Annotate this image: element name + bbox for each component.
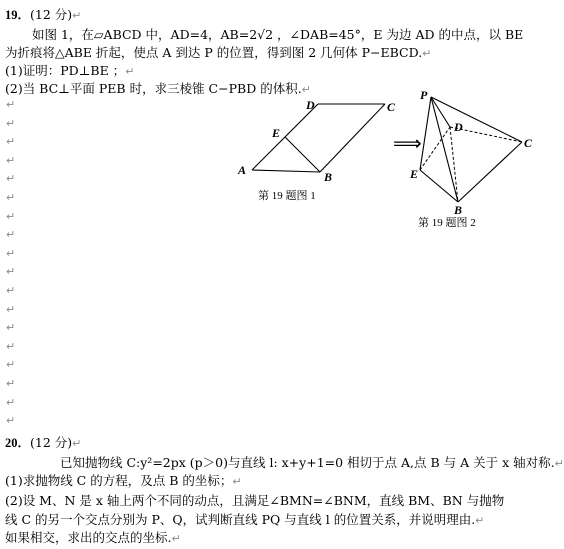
paragraph-mark: ↵	[6, 209, 16, 223]
fig1-caption: 第 19 题图 1	[258, 190, 316, 202]
paragraph-mark: ↵	[6, 153, 16, 167]
fig1-label-d: D	[306, 98, 315, 112]
q20-part2a-text: (2)设 M、N 是 x 轴上两个不同的动点，且满足∠BMN=∠BNM，直线 BM、BN 与抛物	[5, 493, 505, 508]
paragraph-mark: ↵	[6, 414, 16, 428]
fig2-edge-eb	[420, 170, 458, 202]
q20-paragraph-1	[60, 456, 564, 471]
q19-paragraph-1	[32, 28, 523, 42]
q19-para2-text: 为折痕将△ABE 折起，使点 A 到达 P 的位置，得到图 2 几何体 P−EBCD.	[5, 45, 423, 60]
figure-1	[230, 95, 400, 215]
fig2-label-b: B	[454, 203, 463, 217]
paragraph-mark: ↵	[301, 83, 311, 96]
paragraph-mark: ↵	[6, 116, 16, 130]
q20-para1-text: 已知抛物线 C:y²=2px (p＞0)与直线 l: x+y+1=0 相切于点 A,点 B 与 A 关于 x 轴对称.	[60, 455, 555, 470]
paragraph-mark: ↵	[6, 321, 16, 335]
fig2-edge-ed-hidden	[420, 127, 450, 170]
fig1-edge-cb	[320, 104, 385, 172]
q20-heading	[5, 436, 81, 451]
q20-number: 20．	[5, 436, 31, 450]
fig2-edge-pe	[420, 97, 431, 170]
fig2-edge-pb	[431, 97, 458, 202]
q19-part-1	[5, 64, 134, 79]
fig2-edge-bc	[458, 142, 522, 202]
q20-part-2c	[5, 531, 181, 546]
q19-heading	[5, 8, 81, 23]
paragraph-mark: ↵	[6, 284, 16, 297]
fig1-edge-eb	[285, 137, 320, 172]
paragraph-mark: ↵	[125, 65, 135, 78]
fig1-label-a: A	[238, 163, 247, 177]
q20-part2c-text: 如果相交，求出的交点的坐标.	[5, 530, 172, 545]
paragraph-mark: ↵	[6, 228, 16, 242]
paragraph-mark: ↵	[422, 47, 432, 60]
paragraph-mark: ↵	[6, 395, 16, 409]
paragraph-mark: ↵	[171, 532, 181, 545]
paragraph-mark: ↵	[6, 358, 16, 372]
paragraph-mark: ↵	[6, 302, 16, 316]
fig1-label-c: C	[387, 100, 396, 114]
paragraph-mark: ↵	[72, 9, 82, 22]
fig2-label-p: P	[420, 88, 428, 102]
fig1-label-b: B	[324, 170, 333, 184]
paragraph-mark: ↵	[6, 265, 16, 279]
paragraph-mark: ↵	[6, 98, 16, 111]
paragraph-mark: ↵	[72, 437, 82, 450]
q20-score: (12 分)	[30, 435, 73, 450]
q20-part2b-text: 线 C 的另一个交点分别为 P、Q，试判断直线 PQ 与直线 l 的位置关系，并说明理由.	[5, 512, 476, 527]
fig2-caption: 第 19 题图 2	[418, 217, 476, 229]
q20-part-2b	[5, 513, 484, 528]
paragraph-mark: ↵	[6, 172, 16, 186]
q20-part-2a	[5, 494, 504, 508]
q20-part1-text: (1)求抛物线 C 的方程，及点 B 的坐标；	[5, 473, 233, 488]
paragraph-mark: ↵	[232, 475, 242, 488]
paragraph-mark: ↵	[6, 135, 16, 149]
fig1-label-e: E	[272, 126, 281, 140]
q19-part2-text: (2)当 BC⊥平面 PEB 时，求三棱锥 C−PBD 的体积.	[5, 81, 302, 96]
implies-arrow: ⟹	[393, 131, 422, 155]
q19-part1-text: (1)证明：PD⊥BE ；	[5, 63, 126, 78]
paragraph-mark: ↵	[6, 246, 16, 260]
q19-number: 19．	[5, 8, 31, 22]
figure-2	[410, 85, 537, 230]
fig1-edge-ab	[252, 170, 320, 172]
paragraph-mark: ↵	[554, 457, 564, 470]
q19-paragraph-2	[5, 46, 431, 61]
fig2-edge-db-hidden	[450, 127, 458, 202]
fig2-label-c: C	[524, 136, 533, 150]
fig2-label-e: E	[410, 167, 419, 181]
q20-part-1	[5, 474, 242, 489]
paragraph-mark: ↵	[6, 191, 16, 204]
fig2-label-d: D	[454, 120, 463, 134]
paragraph-mark: ↵	[475, 514, 485, 527]
paragraph-mark: ↵	[6, 339, 16, 353]
q19-para1-text: 如图 1，在▱ABCD 中，AD=4，AB=2√2 ，∠DAB=45°，E 为边 AD 的中点，以 BE	[32, 27, 524, 42]
q19-score: (12 分)	[30, 7, 73, 22]
paragraph-mark: ↵	[6, 377, 16, 390]
